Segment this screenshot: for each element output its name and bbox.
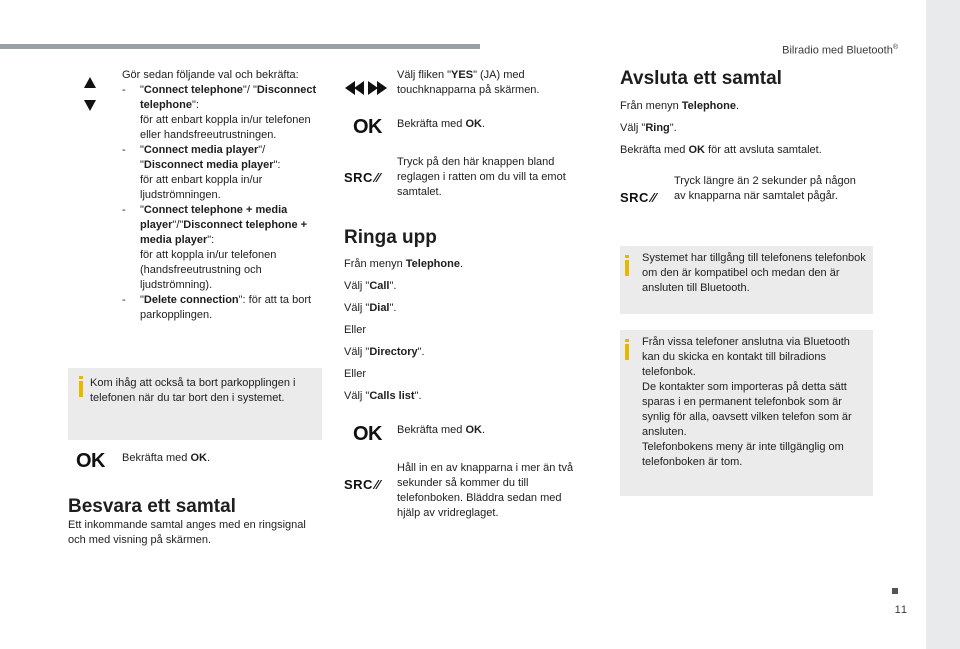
option-connect-telephone: - "Connect telephone"/ "Disconnect telephone": för att enbart koppla in/ur telefonen eller handsfreeutrustningen.	[122, 84, 317, 141]
note-box	[620, 330, 873, 496]
note-text: Kom ihåg att också ta bort parkopplingen i telefonen när du tar bort den i systemet.	[90, 377, 296, 404]
note-text: Systemet har tillgång till telefonens telefonbok om den är kompatibel och medan den är ansluten till Bluetooth.	[642, 252, 866, 294]
select-yes-tab-text: Välj fliken "YES" (JA) med touchknapparna på skärmen.	[397, 69, 540, 96]
option-connect-both: - "Connect telephone + media player"/"Disconnect telephone + media player": för att koppla in/ur telefonen (handsfreeutrustning och ljudströmning).	[122, 204, 308, 291]
option-delete-connection: - "Delete connection": för att ta bort parkopplingen.	[122, 294, 312, 321]
answer-call-text: Ett inkommande samtal anges med en ringsignal och med visning på skärmen.	[68, 519, 306, 546]
running-header	[782, 40, 898, 59]
header-sup: ®	[892, 44, 898, 51]
phonebook-text: Håll in en av knapparna i mer än två sekunder så kommer du till telefonboken. Bläddra sedan med hjälp av vridreglaget.	[397, 462, 574, 519]
selection-options	[122, 68, 327, 323]
top-rule	[0, 44, 480, 49]
heading-end-call: Avsluta ett samtal	[620, 68, 782, 89]
option-connect-media: - "Connect media player"/ "Disconnect media player": för att enbart koppla in/ur ljudströmningen.	[122, 144, 281, 201]
option-description: för att enbart koppla in/ur ljudströmningen.	[140, 174, 263, 201]
info-icon	[625, 344, 629, 360]
header-title: Bilradio med Bluetooth	[782, 44, 893, 57]
heading-place-call: Ringa upp	[344, 227, 437, 248]
info-icon	[625, 260, 629, 276]
ok-button-icon: OK	[353, 116, 382, 138]
info-icon	[79, 381, 83, 397]
page-marker	[892, 588, 898, 594]
note-text: Från vissa telefoner anslutna via Bluetooth kan du skicka en kontakt till bilradions telefonbok. De kontakter som importeras på detta sätt sparas i en permanent telefonbok som är synlig för alla, oavsett vilken telefon som är ansluten. Telefonbokens meny är inte tillgänglig om telefonboken är tom.	[642, 336, 852, 468]
src-steering-button-icon: SRC ⁄⁄	[344, 170, 381, 185]
confirm-ok-text: Bekräfta med OK.	[397, 424, 486, 436]
option-description: för att koppla in/ur telefonen (handsfreeutrustning och ljudströmning).	[140, 249, 277, 291]
accept-call-text: Tryck på den här knappen bland reglagen i ratten om du vill ta emot samtalet.	[397, 156, 566, 198]
confirm-ok-text: Bekräfta med OK.	[397, 118, 486, 130]
heading-answer-call: Besvara ett samtal	[68, 496, 236, 517]
up-down-arrows-icon	[80, 76, 100, 112]
page-number: 11	[894, 604, 908, 616]
end-call-steps: Från menyn Telephone. Välj "Ring". Bekräfta med OK för att avsluta samtalet.	[620, 100, 822, 156]
left-right-arrows-icon	[344, 80, 388, 96]
src-steering-button-icon: SRC ⁄⁄	[620, 190, 657, 205]
confirm-ok-text: Bekräfta med OK.	[122, 452, 211, 464]
hang-up-text: Tryck längre än 2 sekunder på någon av knapparna när samtalet pågår.	[674, 175, 856, 202]
place-call-steps: Från menyn Telephone. Välj "Call". Välj "Dial". Eller Välj "Directory". Eller Välj "Calls list".	[344, 258, 464, 402]
note-box	[68, 368, 322, 440]
option-description: för att enbart koppla in/ur telefonen eller handsfreeutrustningen.	[140, 114, 311, 141]
note-box	[620, 246, 873, 314]
options-intro: Gör sedan följande val och bekräfta:	[122, 69, 299, 81]
side-margin	[926, 0, 960, 649]
ok-button-icon: OK	[76, 450, 105, 472]
ok-button-icon: OK	[353, 423, 382, 445]
src-steering-button-icon: SRC ⁄⁄	[344, 477, 381, 492]
